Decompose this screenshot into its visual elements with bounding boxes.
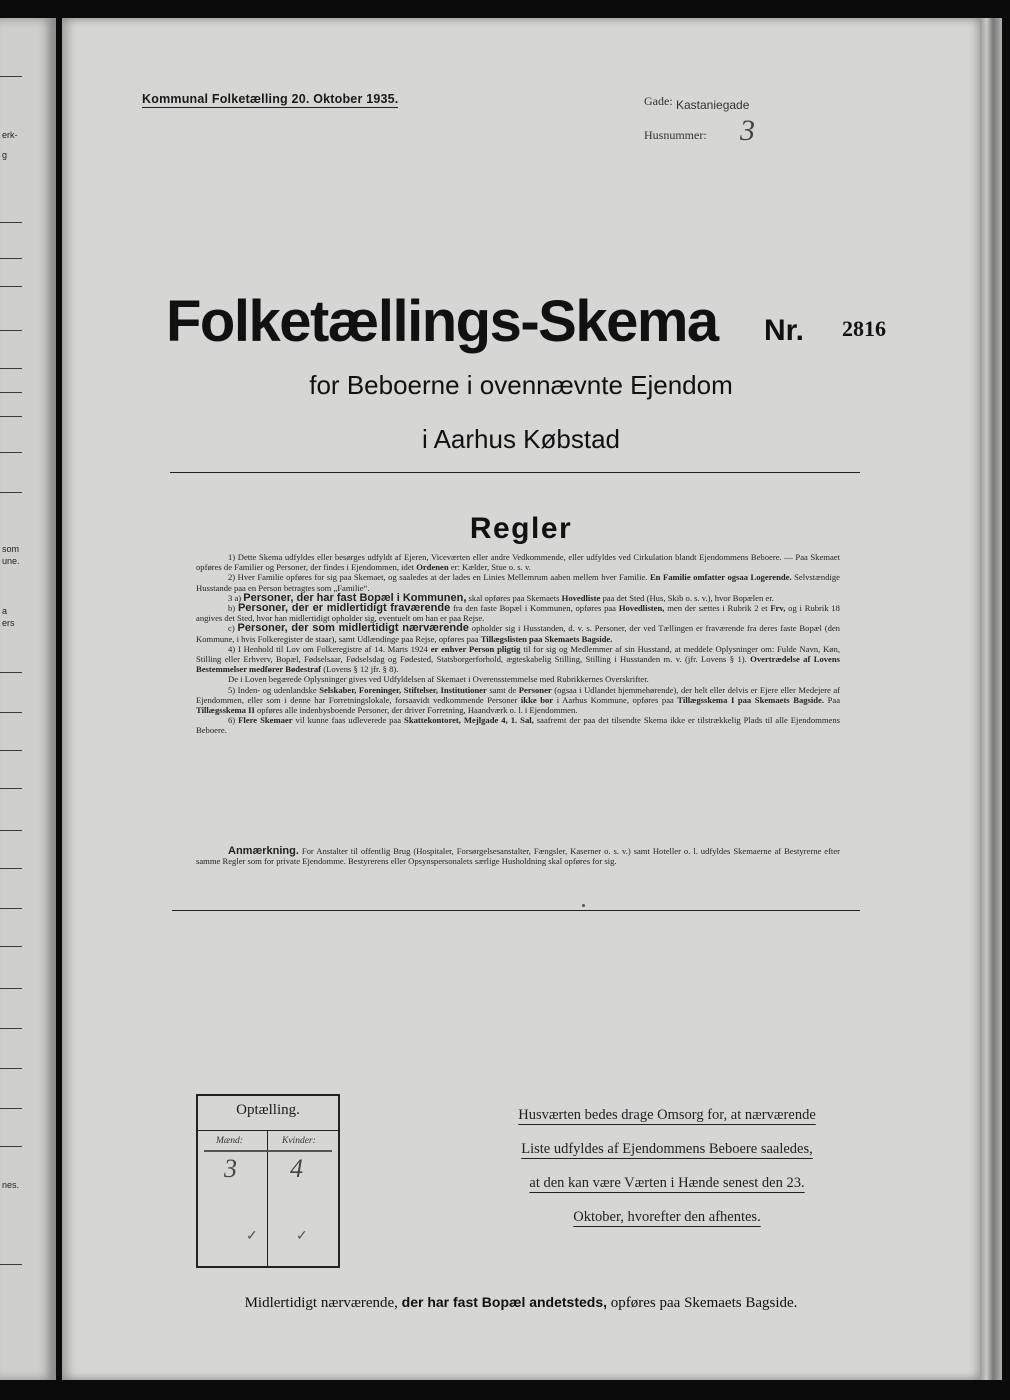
rules-text: [196, 552, 840, 736]
rule-2: 2) Hver Familie opføres for sig paa Skemaet, og saaledes at der lades en Linies Mellemrum aaben mellem hver Familie. En Familie omfatter ogsaa Logerende. Selvstændige Husstande paa en Person betragtes som „Familie“.: [196, 572, 840, 593]
left-rule: [0, 222, 22, 223]
notice-line: Liste udfyldes af Ejendommens Beboere saaledes,: [521, 1141, 813, 1157]
rule-3c: c) Personer, der som midlertidigt nærværende opholder sig i Husstanden, d. v. s. Personer, der ved Tællingen er fraværende fra deres faste Bopæl (den Kommune, i hvis Folkeregister de staar), samt Udlændinge paa Rejse, opføres paa Tillægslisten paa Skemaets Bagside.: [196, 622, 840, 644]
left-rule: [0, 416, 22, 417]
house-number-value: 3: [740, 114, 755, 147]
left-rule: [0, 830, 22, 831]
left-rule: [0, 330, 22, 331]
rule-5: 5) Inden- og udenlandske Selskaber, Foreninger, Stiftelser, Institutioner samt de Personer (ogsaa i Udlandet hjemmehørende), der helt eller delvis er Ejere eller Medejere af Ejendommen, eller som i denne har Forretningslokale, forsaavidt vedkommende Personer ikke bor i Aarhus Kommune, opføres paa Tillægsskema I paa Skemaets Bagside. Paa Tillægsskema II opføres alle indenbysboende Personer, der driver Forretning, Haandværk o. l. i Ejendommen.: [196, 684, 841, 716]
notice-line: Husværten bedes drage Omsorg for, at nærværende: [518, 1107, 816, 1123]
rule-6: 6) Flere Skemaer vil kunne faas udleverede paa Skattekontoret, Mejlgade 4, 1. Sal, saafremt der paa det tilsendte Skema ikke er tilstrækkelig Plads til alle Ejendommens Beboere.: [196, 715, 840, 736]
left-rule: [0, 750, 22, 751]
notice-line: Oktober, hvorefter den afhentes.: [573, 1209, 761, 1225]
rule-3b: b) Personer, der er midlertidigt fraværende fra den faste Bopæl i Kommunen, opføres paa Hovedlisten, men der sættes i Rubrik 2 et Frv, og i Rubrik 18 angives det Sted, hvor han midlertidigt opholder sig, eventuelt om han er paa Rejse.: [196, 602, 840, 624]
left-rule: [0, 908, 22, 909]
rule-4: 4) I Henhold til Lov om Folkeregistre af 14. Marts 1924 er enhver Person pligtig til for sig og Medlemmer af sin Husstand, at meddele Oplysninger om: Fulde Navn, Køn, Stilling eller Erhverv, Bopæl, Fødselsaar, Fødselsdag og Fødested, Statsborgerforhold, ægteskabelig Stilling, Stilling i Husstanden m. v. (jfr. Lovens § 1). Overtrædelse af Lovens Bestemmelser medfører Bødestraf (Lovens § 12 jfr. § 8).: [196, 643, 840, 675]
left-rule: [0, 392, 22, 393]
left-rule: [0, 1068, 22, 1069]
left-fragment: g: [2, 150, 8, 160]
rule-3a: 3 a) Personer, der har fast Bopæl i Kommunen, skal opføres paa Skemaets Hovedliste paa det Sted (Hus, Skib o. s. v.), hvor Bopælen er.: [228, 591, 774, 604]
left-rule: [0, 368, 22, 369]
left-rule: [0, 788, 22, 789]
count-box: [196, 1094, 340, 1268]
footer-note: Midlertidigt nærværende, der har fast Bopæl andetsteds, opføres paa Skemaets Bagside.: [244, 1294, 798, 1311]
form-title: Folketællings-Skema: [166, 289, 718, 354]
divider: [170, 472, 860, 473]
form-number-value: 2816: [842, 316, 886, 341]
men-count: 3: [224, 1154, 237, 1183]
men-label: Mænd:: [216, 1136, 243, 1146]
women-label: Kvinder:: [282, 1136, 316, 1146]
landlord-notice: [502, 1098, 832, 1234]
check-mark-icon: ✓: [296, 1229, 308, 1244]
census-header: Kommunal Folketælling 20. Oktober 1935.: [142, 92, 399, 106]
left-fragment: a: [2, 606, 8, 616]
form-subtitle-city: i Aarhus Købstad: [422, 424, 620, 454]
left-fragment: une.: [2, 556, 20, 566]
left-rule: [0, 1264, 22, 1265]
rule-4b: De i Loven begærede Oplysninger gives ved Udfyldelsen af Skemaet i Overensstemmelse med Rubrikkernes Overskrifter.: [228, 674, 649, 685]
left-rule: [0, 946, 22, 947]
women-count: 4: [290, 1154, 303, 1183]
house-number-label: Husnummer:: [644, 128, 707, 142]
left-fragment: som: [2, 544, 20, 554]
rules-heading: Regler: [469, 512, 573, 545]
form-number-label: Nr.: [764, 314, 805, 347]
rule-1: 1) Dette Skema udfyldes eller besørges udfyldt af Ejeren, Viceværten eller andre Vedkommende, eller udfyldes ved Cirkulation blandt Ejendommens Beboere. — Paa Skemaet opføres de Familier og Personer, der findes i Ejendommen, idet Ordenen er: Kælder, Stue o. s. v.: [196, 552, 840, 573]
left-rule: [0, 1146, 22, 1147]
remark-text: Anmærkning. For Anstalter til offentlig Brug (Hospitaler, Forsørgelsesanstalter, Fængsler, Kaserner o. s. v.) samt Hoteller o. l. udfyldes Skemaerne af Bestyrerne efter samme Regler som for private Ejendomme. Bestyrerens eller Opsynspersonalets særlige Husholdning skal opføres for sig.: [196, 845, 840, 867]
street-label: Gade:: [644, 94, 673, 108]
left-fragment: erk-: [2, 130, 18, 140]
check-mark-icon: ✓: [246, 1229, 258, 1244]
notice-line: at den kan være Værten i Hænde senest den 23.: [529, 1175, 805, 1191]
left-rule: [0, 1108, 22, 1109]
left-fragment: ers: [2, 618, 15, 628]
count-title: Optælling.: [236, 1102, 300, 1118]
left-rule: [0, 492, 22, 493]
divider: [172, 910, 860, 911]
left-fragment: nes.: [2, 1180, 20, 1190]
left-rule: [0, 712, 22, 713]
left-rule: [0, 868, 22, 869]
ink-dot: [582, 904, 585, 907]
street-value: Kastaniegade: [676, 98, 750, 112]
form-subtitle: for Beboerne i ovennævnte Ejendom: [309, 370, 733, 400]
left-rule: [0, 672, 22, 673]
left-rule: [0, 1028, 22, 1029]
census-form-page: [62, 18, 980, 1380]
left-rule: [0, 286, 22, 287]
left-rule: [0, 258, 22, 259]
remark-label: Anmærkning.: [228, 845, 299, 857]
left-page-strip: [0, 18, 56, 1380]
count-subrule: [204, 1150, 332, 1152]
left-rule: [0, 76, 22, 77]
page-edge: [980, 18, 1002, 1380]
left-rule: [0, 988, 22, 989]
left-rule: [0, 452, 22, 453]
count-rule: [198, 1130, 338, 1131]
